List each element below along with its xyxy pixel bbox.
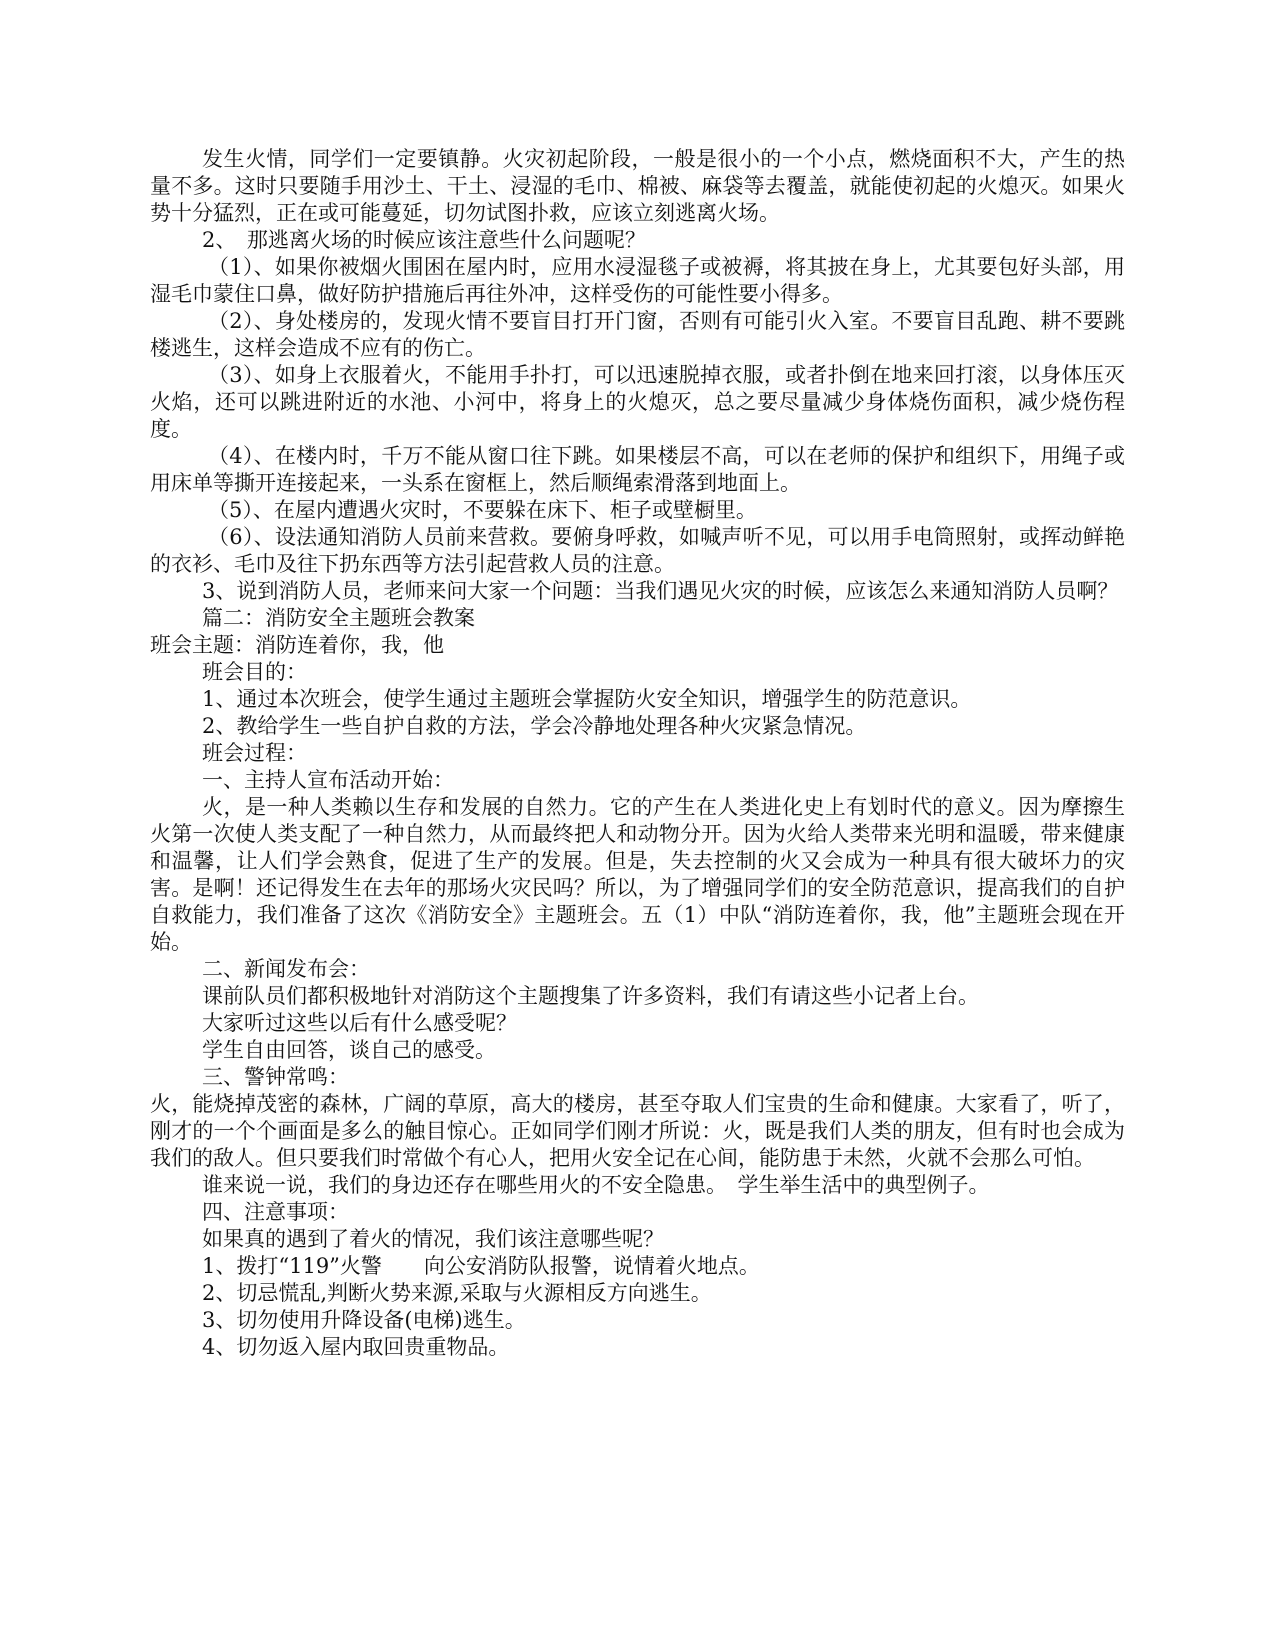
paragraph: 一、主持人宣布活动开始： [202,768,454,792]
paragraph: 二、新闻发布会： [202,957,370,981]
paragraph: 1、通过本次班会，使学生通过主题班会掌握防火安全知识，增强学生的防范意识。 [202,687,972,711]
paragraph: 3、切勿使用升降设备(电梯)逃生。 [202,1308,526,1332]
paragraph: 篇二：消防安全主题班会教案 [202,606,475,630]
paragraph: 火，能烧掉茂密的森林，广阔的草原，高大的楼房，甚至夺取人们宝贵的生命和健康。大家看了，听了，刚才的一个个画面是多么的触目惊心。正如同学们刚才所说：火，既是我们人类的朋友，但有时也会成为我们的敌人。但只要我们时常做个有心人，把用火安全记在心间，能防患于未然，火就不会那么可怕。 [150,1092,1125,1170]
paragraph: （6）、设法通知消防人员前来营救。要俯身呼救，如喊声听不见，可以用手电筒照射，或挥动鲜艳的衣衫、毛巾及往下扔东西等方法引起营救人员的注意。 [150,525,1125,576]
paragraph: 谁来说一说，我们的身边还存在哪些用火的不安全隐患。 学生举生活中的典型例子。 [202,1173,990,1197]
paragraph: 四、注意事项： [202,1200,349,1224]
paragraph: 大家听过这些以后有什么感受呢？ [202,1011,517,1035]
paragraph: 如果真的遇到了着火的情况，我们该注意哪些呢？ [202,1227,664,1251]
paragraph: （4）、在楼内时，千万不能从窗口往下跳。如果楼层不高，可以在老师的保护和组织下，用绳子或用床单等撕开连接起来，一头系在窗框上，然后顺绳索滑落到地面上。 [150,444,1125,495]
paragraph: 班会目的： [202,660,307,684]
paragraph: 3、说到消防人员，老师来问大家一个问题：当我们遇见火灾的时候，应该怎么来通知消防人员啊？ [202,579,1119,603]
paragraph: （5）、在屋内遭遇火灾时，不要躲在床下、柜子或壁橱里。 [208,498,757,522]
paragraph: 4、切勿返入屋内取回贵重物品。 [202,1335,510,1359]
paragraph: 2、切忌慌乱,判断火势来源,采取与火源相反方向逃生。 [202,1281,712,1305]
paragraph: 学生自由回答，谈自己的感受。 [202,1038,496,1062]
paragraph: 2、教给学生一些自护自救的方法，学会冷静地处理各种火灾紧急情况。 [202,714,867,738]
paragraph: 课前队员们都积极地针对消防这个主题搜集了许多资料，我们有请这些小记者上台。 [202,984,979,1008]
paragraph: 班会主题：消防连着你，我，他 [150,633,444,657]
paragraph: （3）、如身上衣服着火，不能用手扑打，可以迅速脱掉衣服，或者扑倒在地来回打滚，以身体压灭火焰，还可以跳进附近的水池、小河中，将身上的火熄灭，总之要尽量减少身体烧伤面积，减少烧伤程度。 [150,363,1125,441]
paragraph: 2、 那逃离火场的时候应该注意些什么问题呢？ [202,228,646,252]
paragraph: 1、拨打“119”火警 向公安消防队报警，说情着火地点。 [202,1254,760,1278]
paragraph: 火，是一种人类赖以生存和发展的自然力。它的产生在人类进化史上有划时代的意义。因为摩擦生火第一次使人类支配了一种自然力，从而最终把人和动物分开。因为火给人类带来光明和温暖，带来健康和温馨，让人们学会熟食，促进了生产的发展。但是，失去控制的火又会成为一种具有很大破坏力的灾害。是啊！还记得发生在去年的那场火灾民吗？所以，为了增强同学们的安全防范意识，提高我们的自护自救能力，我们准备了这次《消防安全》主题班会。五（1）中队“消防连着你，我，他”主题班会现在开始。 [150,795,1125,954]
paragraph: 发生火情，同学们一定要镇静。火灾初起阶段，一般是很小的一个小点，燃烧面积不大，产生的热量不多。这时只要随手用沙土、干土、浸湿的毛巾、棉被、麻袋等去覆盖，就能使初起的火熄灭。如果火势十分猛烈，正在或可能蔓延，切勿试图扑救，应该立刻逃离火场。 [150,147,1125,225]
paragraph: 三、警钟常鸣： [202,1065,349,1089]
paragraph: （2）、身处楼房的，发现火情不要盲目打开门窗，否则有可能引火入室。不要盲目乱跑、耕不要跳楼逃生，这样会造成不应有的伤亡。 [150,309,1125,360]
paragraph: （1）、如果你被烟火围困在屋内时，应用水浸湿毯子或被褥，将其披在身上，尤其要包好头部，用湿毛巾蒙住口鼻，做好防护措施后再往外冲，这样受伤的可能性要小得多。 [150,255,1125,306]
paragraph: 班会过程： [202,741,307,765]
document-body [150,146,1125,1361]
